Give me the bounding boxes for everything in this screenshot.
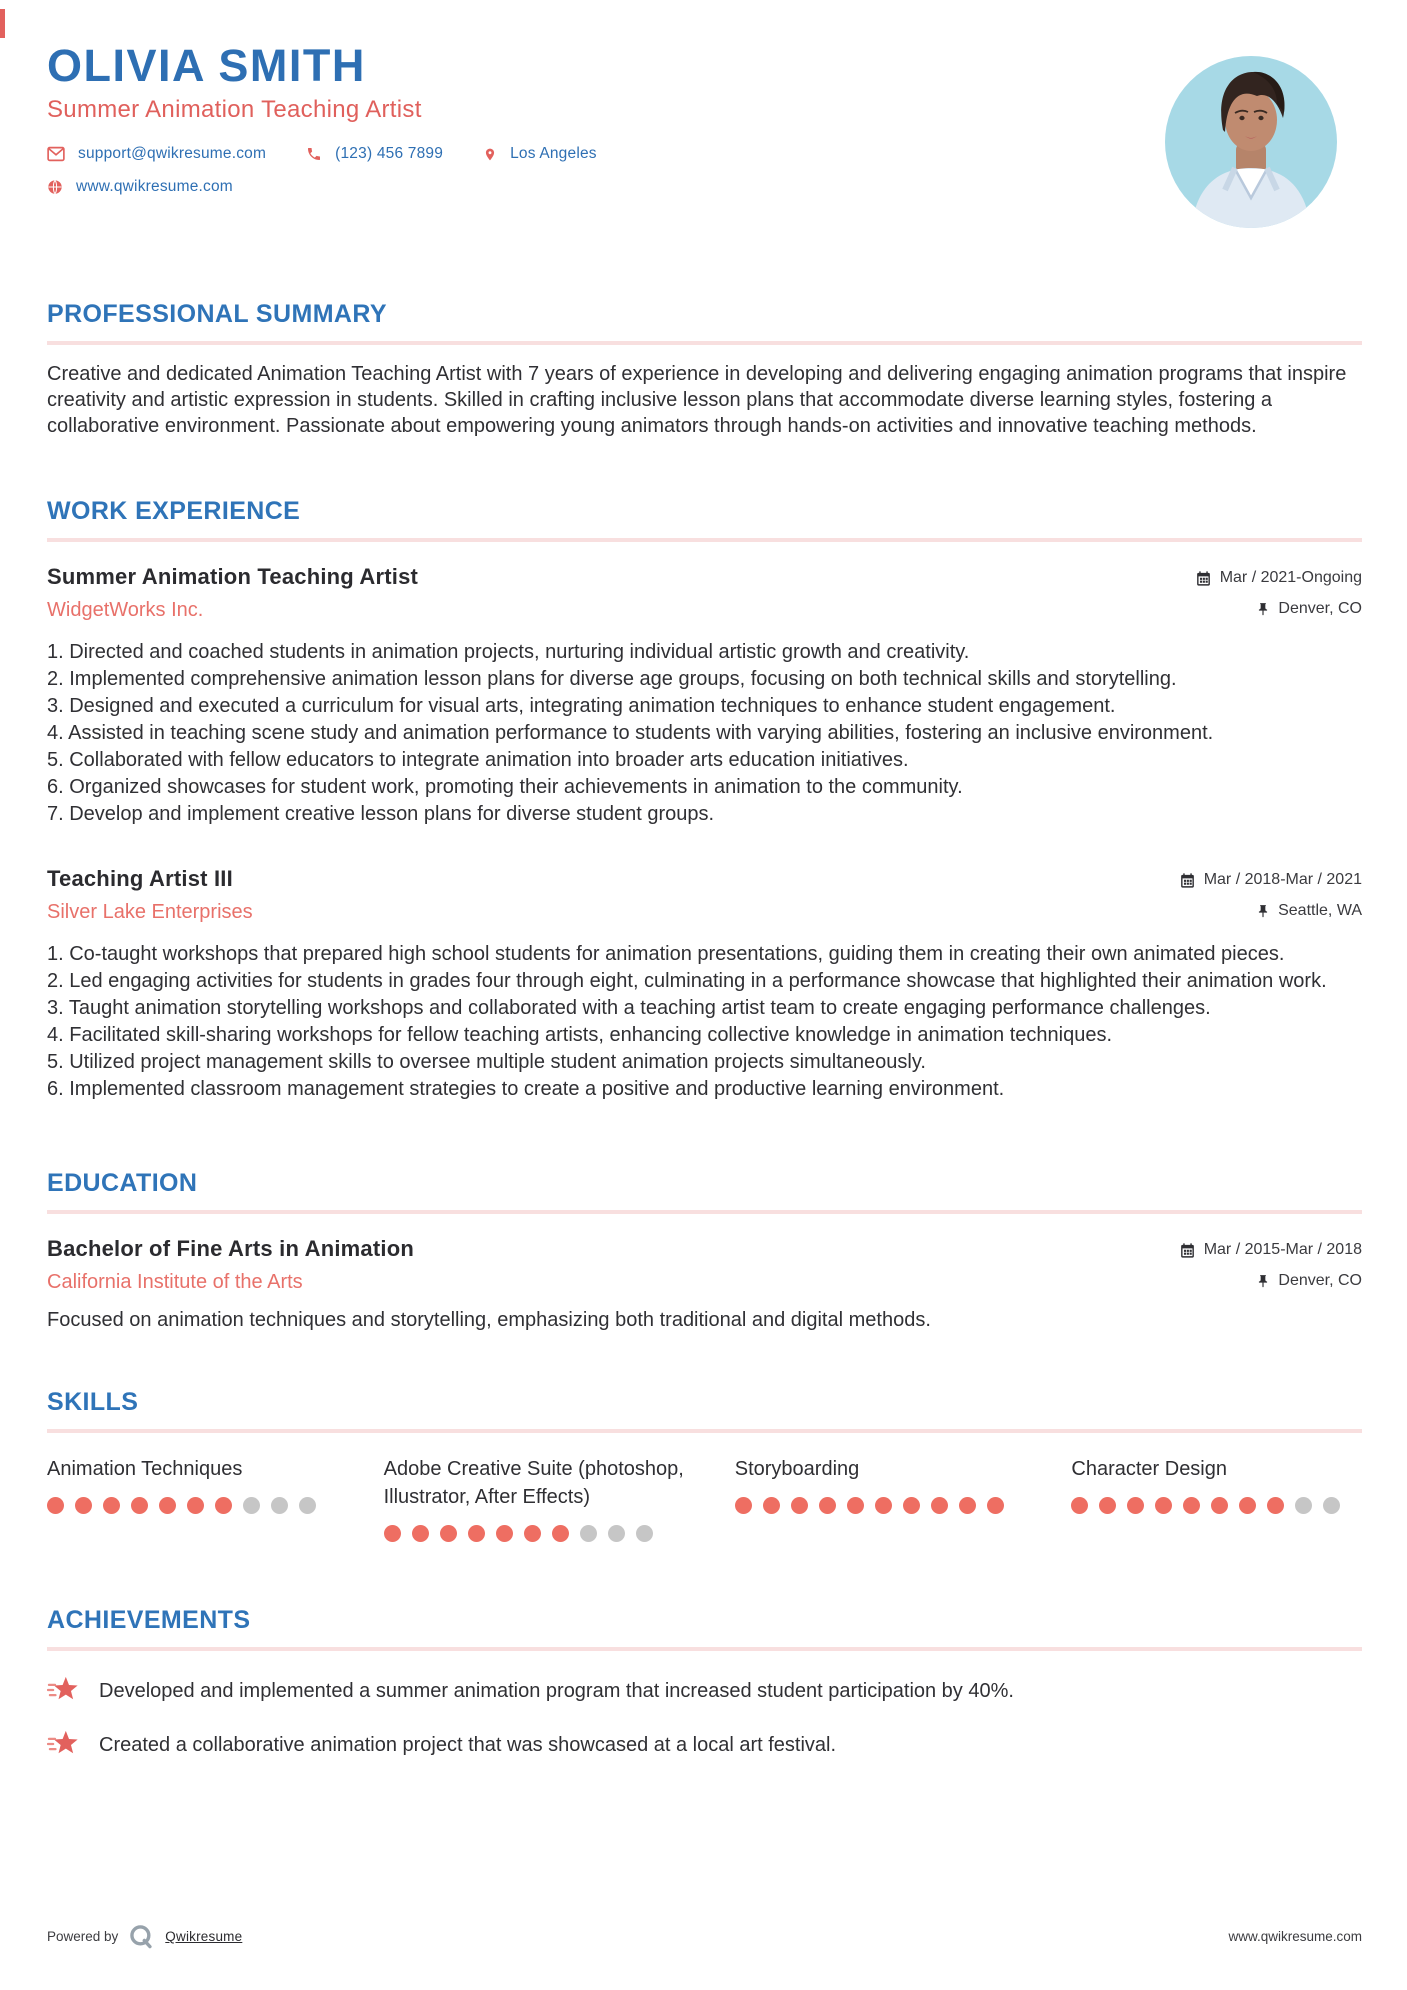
section-professional-summary — [47, 300, 1362, 439]
rating-dot-empty — [580, 1525, 597, 1542]
job-bullet: 7. Develop and implement creative lesson plans for diverse student groups. — [47, 803, 715, 826]
job-bullet: 4. Assisted in teaching scene study and animation performance to students with varying abilities, fostering an inclusive environment. — [47, 722, 1214, 745]
job-date: Mar / 2021-Ongoing — [1195, 569, 1362, 587]
rating-dot-filled — [524, 1525, 541, 1542]
job-location: Denver, CO — [1256, 600, 1362, 618]
section-divider — [47, 538, 1362, 542]
job-bullet: 1. Co-taught workshops that prepared high school students for animation presentations, guiding them in creating their own animated pieces. — [47, 943, 1285, 966]
achievement-text: Created a collaborative animation project that was showcased at a local art festival. — [99, 1734, 837, 1757]
skill-rating-dots — [1071, 1497, 1362, 1514]
skill-name: Character Design — [1071, 1458, 1227, 1481]
rating-dot-filled — [1183, 1497, 1200, 1514]
skill-item — [1071, 1455, 1362, 1542]
job-title: Teaching Artist III — [47, 866, 233, 892]
skill-item — [735, 1455, 1026, 1542]
person-title: Summer Animation Teaching Artist — [47, 96, 422, 124]
rating-dot-filled — [875, 1497, 892, 1514]
star-badge-icon — [47, 1729, 79, 1759]
rating-dot-filled — [1267, 1497, 1284, 1514]
job-bullet: 6. Implemented classroom management strategies to create a positive and productive learning environment. — [47, 1078, 1005, 1101]
rating-dot-filled — [47, 1497, 64, 1514]
section-education — [47, 1169, 1362, 1332]
rating-dot-filled — [159, 1497, 176, 1514]
section-work-experience — [47, 497, 1362, 1103]
skill-name: Storyboarding — [734, 1458, 860, 1481]
job-company: Silver Lake Enterprises — [47, 901, 253, 924]
email-text: support@qwikresume.com — [78, 145, 267, 163]
rating-dot-filled — [75, 1497, 92, 1514]
pushpin-icon — [1256, 602, 1270, 617]
skill-name: Animation Techniques — [47, 1458, 243, 1481]
contact-location — [483, 145, 597, 163]
globe-icon — [47, 179, 63, 195]
rating-dot-empty — [636, 1525, 653, 1542]
rating-dot-empty — [608, 1525, 625, 1542]
star-badge-icon — [47, 1675, 79, 1705]
skill-item — [384, 1455, 689, 1542]
skill-item — [47, 1455, 338, 1542]
degree-title: Bachelor of Fine Arts in Animation — [47, 1236, 414, 1262]
section-heading: PROFESSIONAL SUMMARY — [47, 300, 387, 329]
calendar-icon — [1179, 872, 1196, 889]
rating-dot-filled — [931, 1497, 948, 1514]
rating-dot-filled — [819, 1497, 836, 1514]
skill-rating-dots — [384, 1525, 689, 1542]
job-bullet: 2. Led engaging activities for students in grades four through eight, culminating in a performance showcase that highlighted their animation work. — [47, 970, 1327, 993]
footer-website[interactable]: www.qwikresume.com — [1228, 1929, 1362, 1944]
achievement-text: Developed and implemented a summer animation program that increased student participation by 40%. — [99, 1680, 1014, 1703]
job-bullet: 4. Facilitated skill-sharing workshops for fellow teaching artists, enhancing collective knowledge in animation techniques. — [47, 1024, 1112, 1047]
rating-dot-filled — [440, 1525, 457, 1542]
phone-icon — [306, 146, 322, 162]
section-divider — [47, 341, 1362, 345]
powered-by-label: Powered by — [47, 1929, 119, 1944]
job-bullet: 3. Taught animation storytelling workshops and collaborated with a teaching artist team to create engaging performance challenges. — [47, 997, 1211, 1020]
person-name: OLIVIA SMITH — [47, 40, 366, 91]
section-divider — [47, 1647, 1362, 1651]
avatar — [1165, 56, 1337, 228]
rating-dot-empty — [1295, 1497, 1312, 1514]
job-bullet: 2. Implemented comprehensive animation lesson plans for diverse age groups, focusing on both technical skills and storytelling. — [47, 668, 1177, 691]
rating-dot-filled — [215, 1497, 232, 1514]
section-heading: EDUCATION — [47, 1169, 198, 1198]
rating-dot-filled — [735, 1497, 752, 1514]
rating-dot-filled — [1155, 1497, 1172, 1514]
section-heading: WORK EXPERIENCE — [47, 497, 301, 526]
rating-dot-filled — [1239, 1497, 1256, 1514]
rating-dot-filled — [1099, 1497, 1116, 1514]
pushpin-icon — [1256, 904, 1270, 919]
achievement-item — [47, 1675, 1362, 1705]
skill-name: Adobe Creative Suite (photoshop, Illustrator, After Effects) — [383, 1458, 684, 1509]
education-entry — [47, 1236, 1362, 1332]
education-date: Mar / 2015-Mar / 2018 — [1179, 1241, 1362, 1259]
contact-email[interactable] — [47, 145, 266, 163]
job-entry — [47, 564, 1362, 828]
job-date: Mar / 2018-Mar / 2021 — [1179, 871, 1362, 889]
education-description: Focused on animation techniques and storytelling, emphasizing both traditional and digital methods. — [47, 1309, 931, 1332]
rating-dot-filled — [131, 1497, 148, 1514]
job-company: WidgetWorks Inc. — [47, 599, 204, 622]
rating-dot-filled — [187, 1497, 204, 1514]
job-bullet: 5. Utilized project management skills to oversee multiple student animation projects simultaneously. — [47, 1051, 926, 1074]
section-heading: SKILLS — [47, 1388, 139, 1417]
rating-dot-filled — [552, 1525, 569, 1542]
section-divider — [47, 1429, 1362, 1433]
website-text: www.qwikresume.com — [76, 178, 233, 196]
section-skills — [47, 1388, 1362, 1542]
job-title: Summer Animation Teaching Artist — [47, 564, 419, 590]
education-location: Denver, CO — [1256, 1272, 1362, 1290]
job-entry — [47, 866, 1362, 1103]
rating-dot-empty — [243, 1497, 260, 1514]
job-bullet: 3. Designed and executed a curriculum for visual arts, integrating animation techniques to enhance student engagement. — [47, 695, 1116, 718]
section-heading: ACHIEVEMENTS — [47, 1606, 251, 1635]
qwikresume-link[interactable]: Qwikresume — [165, 1929, 243, 1944]
job-bullet: 5. Collaborated with fellow educators to integrate animation into broader arts education initiatives. — [47, 749, 909, 772]
job-location: Seattle, WA — [1256, 902, 1362, 920]
section-divider — [47, 1210, 1362, 1214]
rating-dot-filled — [959, 1497, 976, 1514]
skill-grid — [47, 1455, 1362, 1542]
job-bullet: 6. Organized showcases for student work, promoting their achievements in animation to the community. — [47, 776, 963, 799]
location-pin-icon — [483, 146, 497, 163]
rating-dot-filled — [903, 1497, 920, 1514]
header — [47, 42, 1362, 196]
skill-rating-dots — [47, 1497, 338, 1514]
job-bullet: 1. Directed and coached students in animation projects, nurturing individual artistic growth and creativity. — [47, 641, 970, 664]
rating-dot-empty — [1323, 1497, 1340, 1514]
rating-dot-filled — [1127, 1497, 1144, 1514]
skill-rating-dots — [735, 1497, 1026, 1514]
achievement-item — [47, 1729, 1362, 1759]
rating-dot-filled — [412, 1525, 429, 1542]
phone-text: (123) 456 7899 — [335, 145, 444, 163]
job-bullets — [47, 639, 1362, 828]
rating-dot-filled — [847, 1497, 864, 1514]
summary-text: Creative and dedicated Animation Teaching Artist with 7 years of experience in developing and delivering engaging animation programs that inspire creativity and artistic expression in students. Skilled in crafting inclusive lesson plans that accommodate diverse learning styles, fostering a collaborative environment. Passionate about empowering young animators through hands-on activities and innovative teaching methods. — [47, 363, 1347, 438]
rating-dot-filled — [103, 1497, 120, 1514]
calendar-icon — [1195, 570, 1212, 587]
rating-dot-filled — [384, 1525, 401, 1542]
school-name: California Institute of the Arts — [47, 1271, 303, 1294]
qwikresume-logo-icon — [128, 1923, 155, 1950]
rating-dot-filled — [496, 1525, 513, 1542]
pushpin-icon — [1256, 1274, 1270, 1289]
calendar-icon — [1179, 1242, 1196, 1259]
section-achievements — [47, 1606, 1362, 1759]
location-text: Los Angeles — [510, 145, 597, 163]
page-footer — [47, 1923, 1362, 1950]
rating-dot-filled — [468, 1525, 485, 1542]
rating-dot-empty — [299, 1497, 316, 1514]
envelope-icon — [47, 146, 65, 162]
rating-dot-filled — [987, 1497, 1004, 1514]
job-bullets — [47, 941, 1362, 1103]
rating-dot-filled — [1211, 1497, 1228, 1514]
rating-dot-filled — [763, 1497, 780, 1514]
contact-phone — [306, 145, 443, 163]
page-corner-mark — [0, 9, 5, 38]
rating-dot-filled — [1071, 1497, 1088, 1514]
rating-dot-empty — [271, 1497, 288, 1514]
rating-dot-filled — [791, 1497, 808, 1514]
contact-website[interactable] — [47, 178, 233, 196]
